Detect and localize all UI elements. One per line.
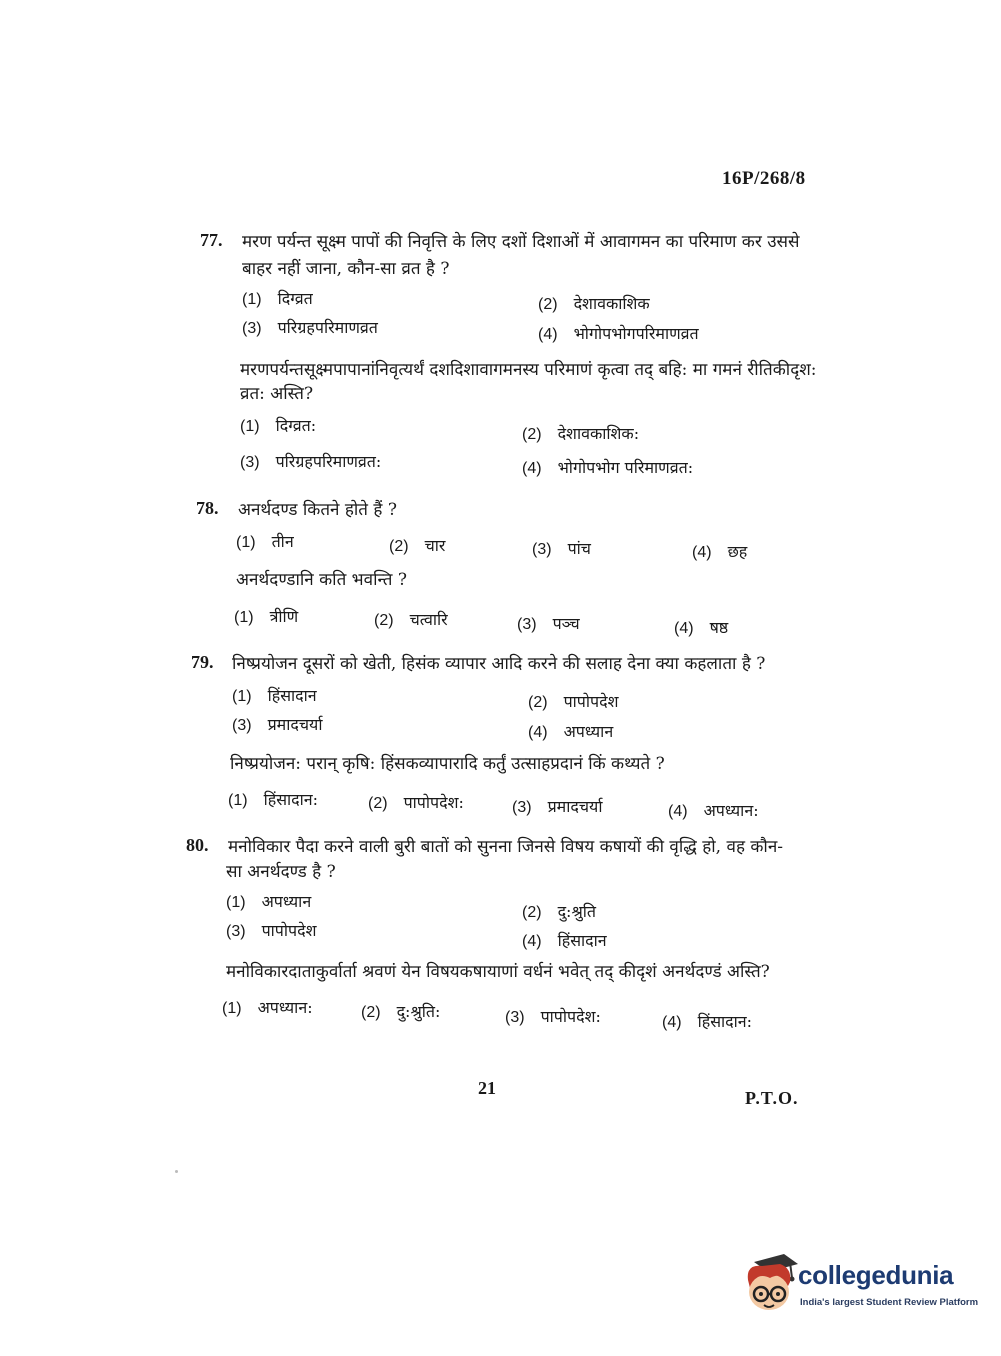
option [222,996,313,1018]
option-text: दिग्व्रत: [275,416,317,435]
option [522,456,693,478]
option-text: देशावकाशिक [573,294,650,313]
option-text: पञ्च [552,614,580,633]
option-number: (1) [234,609,254,626]
option [240,450,381,472]
option [532,537,591,559]
option-text: षष्ठ [709,618,729,637]
option [692,540,747,562]
option-number: (3) [512,799,532,816]
option-text: चत्वारि [409,610,448,629]
option-text: छह [727,542,748,561]
option [232,684,317,706]
option-number: (1) [242,291,262,308]
option [505,1005,601,1027]
option [226,919,317,941]
option-number: (1) [240,418,260,435]
option-text: अपध्यान: [257,998,313,1017]
option-number: (4) [528,724,548,741]
option-number: (3) [240,454,260,471]
option-text: हिंसादान [267,686,317,705]
option-text: हिंसादान [557,931,607,950]
option [528,720,613,742]
option-text: देशावकाशिक: [557,424,640,443]
option [228,788,318,810]
question-sanskrit-line: अनर्थदण्डानि कति भवन्ति ? [236,570,407,590]
option-number: (3) [232,717,252,734]
mascot-icon [740,1250,800,1314]
option [522,422,639,444]
option-number: (2) [538,296,558,313]
option-text: अपध्यान [261,892,312,911]
option-text: हिंसादान: [697,1012,753,1031]
question-number: 79. [191,652,214,672]
option [368,791,464,813]
option [522,929,607,951]
question-number: 80. [186,835,209,855]
question-number: 78. [196,498,219,518]
option [528,690,619,712]
logo-wordmark: collegedunia [798,1260,954,1290]
option [226,890,311,912]
option-text: पांच [567,539,591,558]
question-hindi-line: बाहर नहीं जाना, कौन-सा व्रत है ? [242,259,450,279]
option-number: (3) [505,1009,525,1026]
option [242,287,313,309]
option-text: प्रमादचर्या [547,797,603,816]
option [242,316,378,338]
option [361,1000,440,1022]
option-text: चार [424,536,446,555]
question-sanskrit-line: व्रत: अस्ति? [240,384,314,404]
option-text: दु:श्रुति: [396,1002,441,1021]
option-number: (4) [522,460,542,477]
option-number: (4) [538,326,558,343]
option-number: (3) [517,616,537,633]
option [662,1010,752,1032]
option-text: पापोपदेश: [403,793,464,812]
page-number: 21 [478,1078,496,1098]
question-hindi-line: मरण पर्यन्त सूक्ष्म पापों की निवृत्ति के लिए दशों दिशाओं में आवागमन का परिमाण कर उससे [242,232,800,252]
option-number: (2) [374,612,394,629]
option-number: (4) [692,544,712,561]
option [236,530,294,552]
option-number: (1) [228,792,248,809]
logo-tagline: India's largest Student Review Platform [800,1297,979,1308]
option-text: परिग्रहपरिमाणव्रत: [275,452,382,471]
option-text: दिग्व्रत [277,289,313,308]
option-text: दु:श्रुति [557,902,597,921]
option-text: त्रीणि [269,607,299,626]
option-text: पापोपदेश [563,692,619,711]
collegedunia-logo [740,1250,979,1314]
question-hindi-line: सा अनर्थदण्ड है ? [226,862,336,882]
option-text: भोगोपभोग परिमाणव्रत: [557,458,694,477]
option-number: (4) [674,620,694,637]
question-sanskrit-line: निष्प्रयोजन: परान् कृषि: हिंसकव्यापारादि कर्तुं उत्साहप्रदानं किं कथ्यते ? [230,754,665,774]
pto-label: P.T.O. [745,1088,799,1108]
option [240,414,316,436]
option-text: पापोपदेश: [540,1007,601,1026]
option [389,534,445,556]
option [234,605,298,627]
question-number: 77. [200,230,223,250]
scan-speck [175,1170,178,1173]
option [538,292,650,314]
option-number: (3) [532,541,552,558]
option-number: (1) [222,1000,242,1017]
option-number: (3) [226,923,246,940]
option [374,608,448,630]
option [232,713,322,735]
option-number: (2) [522,904,542,921]
option-number: (2) [389,538,409,555]
option [674,616,728,638]
option-text: भोगोपभोगपरिमाणव्रत [573,324,699,343]
option-number: (3) [242,320,262,337]
question-sanskrit-line: मनोविकारदाताकुर्वार्ता श्रवणं येन विषयकषायाणां वर्धनं भवेत् तद् कीदृशं अनर्थदण्डं अस्ति? [226,962,770,982]
question-hindi-line: मनोविकार पैदा करने वाली बुरी बातों को सुनना जिनसे विषय कषायों की वृद्धि हो, वह कौन- [228,837,784,857]
question-hindi-line: अनर्थदण्ड कितने होते हैं ? [238,500,397,520]
option-text: अपध्यान [563,722,614,741]
option-number: (1) [226,894,246,911]
paper-code: 16P/268/8 [722,168,806,189]
question-hindi-line: निष्प्रयोजन दूसरों को खेती, हिसंक व्यापार आदि करने की सलाह देना क्या कहलाता है ? [232,654,766,674]
option [517,612,580,634]
option-number: (4) [662,1014,682,1031]
option-number: (4) [522,933,542,950]
option-number: (1) [236,534,256,551]
option-text: प्रमादचर्या [267,715,323,734]
option-number: (2) [528,694,548,711]
option-text: तीन [271,532,294,551]
option [668,799,759,821]
option-number: (2) [522,426,542,443]
question-sanskrit-line: मरणपर्यन्तसूक्ष्मपापानांनिवृत्यर्थं दशदिशावागमनस्य परिमाणं कृत्वा तद् बहि: मा गमनं रीतिकीदृश: [240,360,817,380]
option [512,795,602,817]
option [522,900,596,922]
option [538,322,699,344]
option-text: परिग्रहपरिमाणव्रत [277,318,378,337]
option-number: (2) [368,795,388,812]
option-text: हिंसादान: [263,790,319,809]
option-number: (4) [668,803,688,820]
option-number: (2) [361,1004,381,1021]
option-text: अपध्यान: [703,801,759,820]
option-number: (1) [232,688,252,705]
option-text: पापोपदेश [261,921,317,940]
